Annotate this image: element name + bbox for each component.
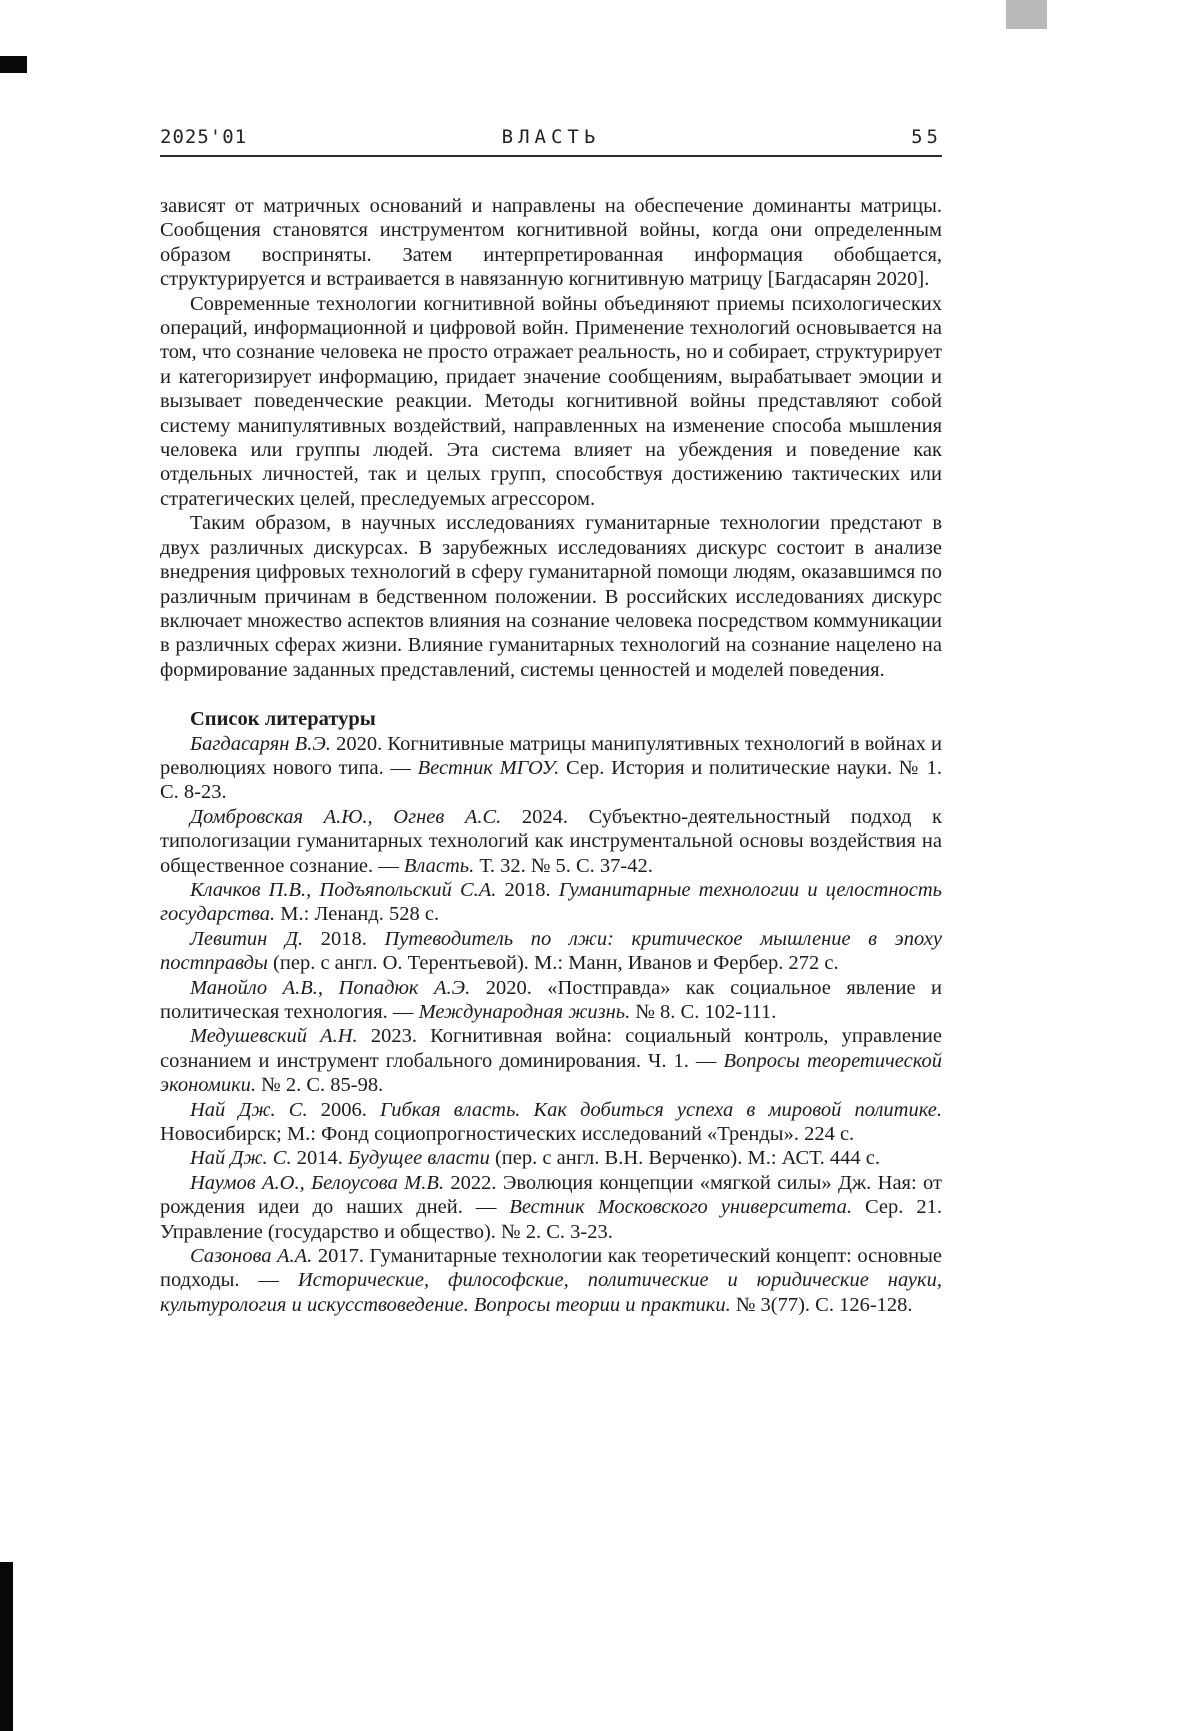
- scan-mark-bottom-left: [0, 1562, 13, 1731]
- scan-mark-top-right: [1006, 0, 1047, 29]
- body-paragraphs: [160, 194, 942, 682]
- references-heading: Список литературы: [190, 708, 376, 731]
- reference-item: Най Дж. С. 2006. Гибкая власть. Как добиться успеха в мировой политике. Новосибирск; М.: Фонд социопрогностических исследований «Тренды». 224 с.: [160, 1098, 943, 1146]
- reference-item: Клачков П.В., Подъяпольский С.А. 2018. Гуманитарные технологии и целостность государства. М.: Ленанд. 528 с.: [160, 878, 942, 926]
- reference-item: Багдасарян В.Э. 2020. Когнитивные матрицы манипулятивных технологий в войнах и революциях нового типа. — Вестник МГОУ. Сер. История и политические науки. № 1. С. 8-23.: [160, 732, 943, 804]
- references-list: [160, 732, 942, 1318]
- reference-item: Домбровская А.Ю., Огнев А.С. 2024. Субъектно-деятельностный подход к типологизации гуманитарных технологий как инструментальной основы воздействия на общественное сознание. — Власть. Т. 32. № 5. С. 37-42.: [160, 805, 942, 877]
- issue-label: 2025'01: [160, 126, 248, 148]
- reference-item: Манойло А.В., Попадюк А.Э. 2020. «Постправда» как социальное явление и политическая технология. — Международная жизнь. № 8. С. 102-111.: [160, 976, 942, 1023]
- reference-item: Наумов А.О., Белоусова М.В. 2022. Эволюция концепции «мягкой силы» Дж. Ная: от рождения идеи до наших дней. — Вестник Московского университета. Сер. 21. Управление (государство и общество). № 2. С. 3-23.: [160, 1171, 942, 1243]
- reference-item: Най Дж. С. 2014. Будущее власти (пер. с англ. В.Н. Верченко). М.: АСТ. 444 с.: [190, 1147, 880, 1170]
- paragraph: Современные технологии когнитивной войны объединяют приемы психологических операций, информационной и цифровой войн. Применение технологий основывается на том, что сознание человека не просто отражает реальность, но и собирает, структурирует и категоризирует информацию, придает значение сообщениям, вырабатывает эмоции и вызывает поведенческие реакции. Методы когнитивной войны представляют собой систему манипулятивных воздействий, направленных на изменение способа мышления человека или группы людей. Эта система влияет на убеждения и поведение как отдельных личностей, так и целых групп, способствуя достижению тактических или стратегических целей, преследуемых агрессором.: [160, 292, 942, 510]
- reference-item: Левитин Д. 2018. Путеводитель по лжи: критическое мышление в эпоху постправды (пер. с англ. О. Терентьевой). М.: Манн, Иванов и Фербер. 272 с.: [160, 927, 943, 975]
- scan-mark-top-left: [0, 56, 27, 73]
- paragraph: зависят от матричных оснований и направлены на обеспечение доминанты матрицы. Сообщения становятся инструментом когнитивной войны, когда они определенным образом восприняты. Затем интерпретированная информация обобщается, структурируется и встраивается в навязанную когнитивную матрицу [Багдасарян 2020].: [160, 195, 942, 291]
- reference-item: Сазонова А.А. 2017. Гуманитарные технологии как теоретический концепт: основные подходы. — Исторические, философские, политические и юридические науки, культурология и искусствоведение. Вопросы теории и практики. № 3(77). С. 126-128.: [160, 1245, 943, 1316]
- journal-title: ВЛАСТЬ: [501, 126, 601, 148]
- reference-item: Медушевский А.Н. 2023. Когнитивная война: социальный контроль, управление сознанием и инструмент глобального доминирования. Ч. 1. — Вопросы теоретической экономики. № 2. С. 85-98.: [160, 1025, 942, 1097]
- page-text-block: [160, 0, 942, 1317]
- header-rule: [160, 155, 942, 157]
- page-number: 55: [911, 126, 942, 148]
- running-head: [160, 126, 942, 150]
- paragraph: Таким образом, в научных исследованиях гуманитарные технологии предстают в двух различных дискурсах. В зарубежных исследованиях дискурс состоит в анализе внедрения цифровых технологий в сферу гуманитарной помощи людям, оказавшимся по различным причинам в бедственном положении. В российских исследованиях дискурс включает множество аспектов влияния на сознание человека посредством коммуникации в различных сферах жизни. Влияние гуманитарных технологий на сознание нацелено на формирование заданных представлений, системы ценностей и моделей поведения.: [160, 512, 942, 681]
